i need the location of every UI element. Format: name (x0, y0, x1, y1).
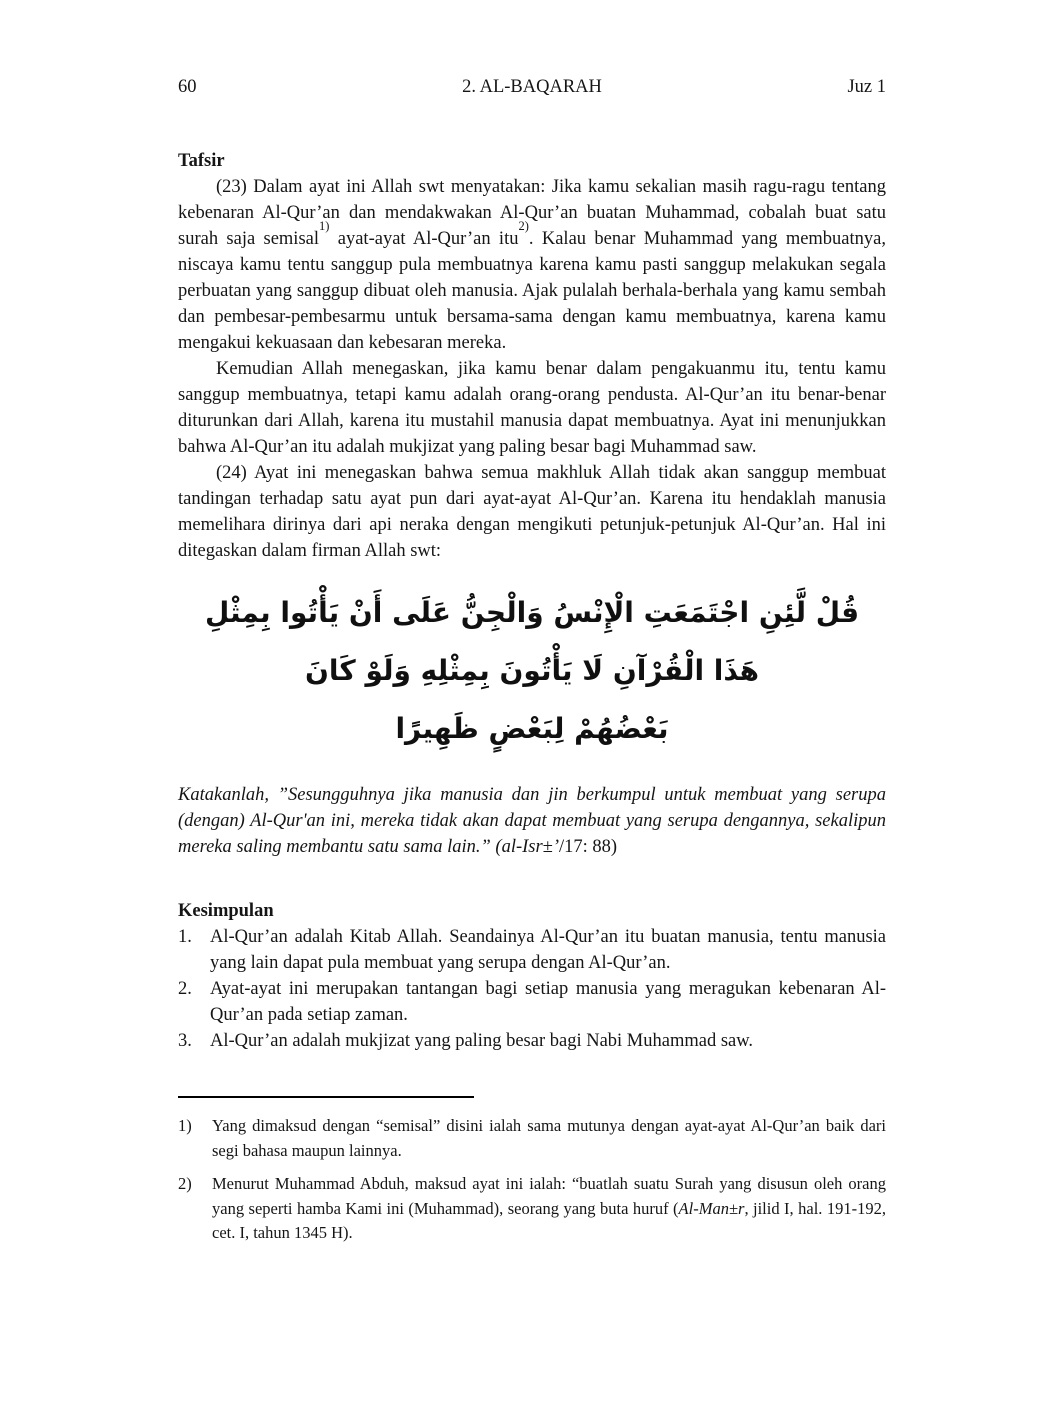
para-23-seg1: (23) Dalam ayat ini Allah swt menyatakan: Jika kamu sekalian masih ragu-ragu tentang kebenaran Al-Qur’an dan mendakwakan Al-Qur’an buatan Muhammad, cobalah buat satu surah saja semisal (178, 177, 886, 249)
list-item-text: Al-Qur’an adalah mukjizat yang paling besar bagi Nabi Muhammad saw. (210, 1031, 754, 1051)
footnote-2-text (212, 1172, 886, 1246)
juz-label: Juz 1 (847, 77, 886, 97)
translation-text: Katakanlah, ”Sesungguhnya jika manusia dan jin berkumpul untuk membuat yang serupa (dengan) Al-Qur'an ini, mereka tidak akan dapat membuat yang serupa dengannya, sekalipun mereka saling membantu satu sama lain.” (178, 785, 886, 857)
arabic-verse-block (178, 584, 886, 758)
footnote-2-seg2: , jilid I, hal. 191-192, cet. I, tahun 1345 H). (212, 1198, 886, 1242)
paragraph-ayat-23 (178, 174, 886, 356)
list-item-number: 1. (178, 927, 192, 947)
list-item (178, 976, 886, 1028)
page-number: 60 (178, 77, 197, 97)
footnote-ref-2: 2) (518, 218, 529, 233)
list-item-number: 2. (178, 979, 192, 999)
footnote-2-marker: 2) (178, 1174, 192, 1193)
list-item (178, 924, 886, 976)
footnote-ref-1: 1) (319, 218, 330, 233)
arabic-verse-line-2: بَعْضُهُمْ لِبَعْضٍ ظَهِيرًا (395, 712, 669, 745)
footnote-1 (178, 1114, 886, 1163)
page-header (178, 74, 886, 100)
list-item-text: Ayat-ayat ini merupakan tantangan bagi setiap manusia yang meragukan kebenaran Al-Qur’an pada setiap zaman. (210, 979, 886, 1025)
verse-translation (178, 782, 886, 860)
kesimpulan-list (178, 924, 886, 1054)
kesimpulan-heading: Kesimpulan (178, 901, 274, 921)
verse-reference-number: /17: 88) (559, 837, 618, 857)
list-item-number: 3. (178, 1031, 192, 1051)
footnote-1-text: Yang dimaksud dengan “semisal” disini ialah sama mutunya dengan ayat-ayat Al-Qur’an baik dari segi bahasa maupun lainnya. (212, 1116, 886, 1160)
footnote-area (178, 1096, 886, 1246)
footnote-separator (178, 1096, 474, 1098)
paragraph-penegasan: Kemudian Allah menegaskan, jika kamu benar dalam pengakuanmu itu, tentu kamu sanggup membuatnya, tetapi kamu adalah orang-orang pendusta. Al-Qur’an itu benar-benar diturunkan dari Allah, karena itu mustahil manusia dapat membuatnya. Ayat ini menunjukkan bahwa Al-Qur’an itu adalah mukjizat yang paling besar bagi Muhammad saw. (178, 359, 886, 457)
tafsir-heading: Tafsir (178, 151, 225, 171)
footnote-2-book-title: Al-Man±r (678, 1198, 745, 1218)
footnote-1-marker: 1) (178, 1116, 192, 1135)
verse-reference-surah: (al-Isr±’ (495, 837, 559, 857)
paragraph-ayat-24: (24) Ayat ini menegaskan bahwa semua makhluk Allah tidak akan sanggup membuat tandingan terhadap satu ayat pun dari ayat-ayat Al-Qur’an. Karena itu hendaklah manusia memelihara dirinya dari api neraka dengan mengikuti petunjuk-petunjuk Al-Qur’an. Hal ini ditegaskan dalam firman Allah swt: (178, 463, 886, 561)
list-item-text: Al-Qur’an adalah Kitab Allah. Seandainya Al-Qur’an itu buatan manusia, tentu manusia yang lain dapat pula membuat yang serupa dengan Al-Qur’an. (210, 927, 886, 973)
para-23-seg2: ayat-ayat Al-Qur’an itu (329, 229, 519, 249)
list-item (178, 1028, 886, 1054)
arabic-verse-line-1: قُلْ لَّئِنِ اجْتَمَعَتِ الْإِنْسُ وَالْجِنُّ عَلَى أَنْ يَأْتُوا بِمِثْلِ هَذَا الْقُرْآنِ لَا يَأْتُونَ بِمِثْلِهِ وَلَوْ كَانَ (204, 596, 860, 687)
para-23-seg3: . Kalau benar Muhammad yang membuatnya, niscaya kamu tentu sanggup pula membuatnya karena kamu pasti sanggup melakukan segala perbuatan yang sanggup dibuat oleh manusia. Ajak pulalah berhala-berhala yang kamu sembah dan pembesar-pembesarmu untuk bersama-sama dengan kamu membuatnya, karena kamu mengakui kekuasaan dan kebesaran mereka. (178, 229, 886, 353)
footnote-2-seg1: Menurut Muhammad Abduh, maksud ayat ini ialah: “buatlah suatu Surah yang disusun oleh orang yang seperti hamba Kami ini (Muhammad), seorang yang buta huruf ( (212, 1174, 886, 1218)
footnote-2 (178, 1172, 886, 1246)
surah-title: 2. AL-BAQARAH (462, 77, 602, 97)
